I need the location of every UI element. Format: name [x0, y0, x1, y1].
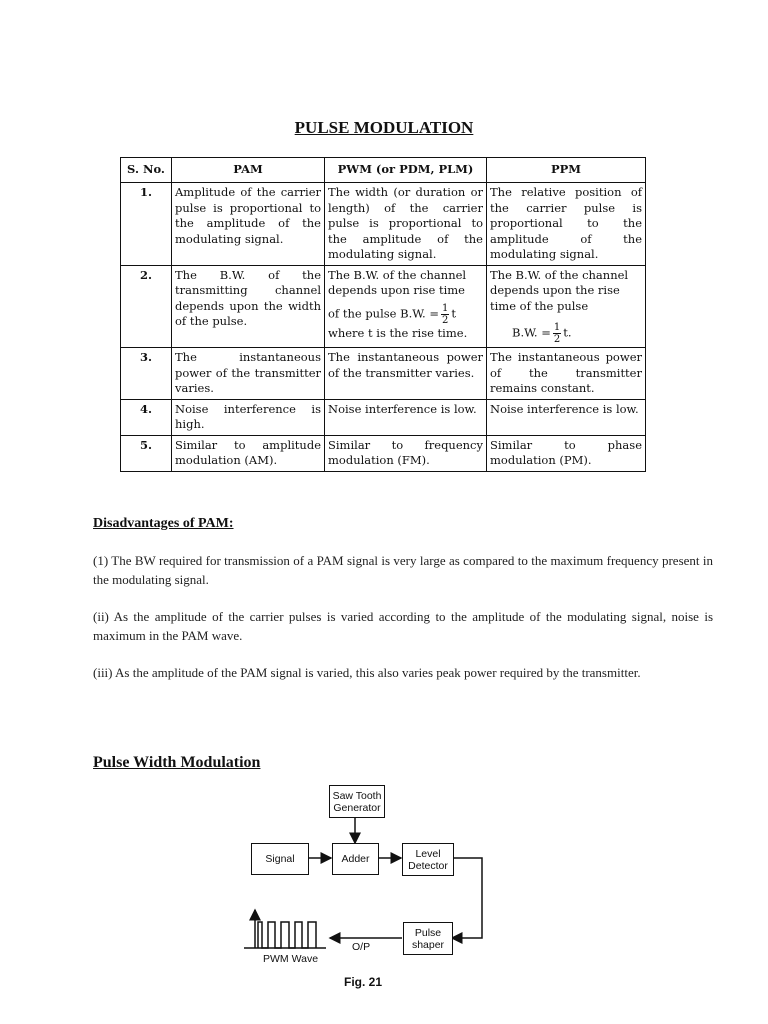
pulse-shaper-block: Pulse shaper: [403, 922, 453, 955]
figure-caption: Fig. 21: [344, 975, 383, 989]
cell-sno: 4.: [121, 399, 172, 435]
cell-pwm: The width (or duration or length) of the carrier pulse is proportional to the amplitude of the modulating signal.: [325, 183, 487, 266]
pwm-wave-label: PWM Wave: [263, 953, 319, 965]
pwm-bw-formula-text: of the pulse B.W. =: [328, 306, 439, 320]
cell-sno: 2.: [121, 265, 172, 348]
cell-ppm: The instantaneous power of the transmitter remains constant.: [487, 348, 646, 400]
saw-tooth-generator-block: Saw Tooth Generator: [329, 785, 385, 818]
cell-ppm: The relative position of the carrier pulse is proportional to the amplitude of the modulating signal.: [487, 183, 646, 266]
pwm-heading: Pulse Width Modulation: [93, 754, 261, 771]
cell-pam: Noise interference is high.: [172, 399, 325, 435]
disadvantage-point-2: (ii) As the amplitude of the carrier pulses is varied according to the amplitude of the modulating signal, noise is maximum in the PAM wave.: [93, 609, 713, 643]
signal-block: Signal: [251, 843, 309, 875]
disadvantage-point-1: (1) The BW required for transmission of a PAM signal is very large as compared to the maximum frequency present in the modulating signal.: [93, 553, 713, 587]
cell-ppm: Noise interference is low.: [487, 399, 646, 435]
page-title: PULSE MODULATION: [294, 118, 474, 137]
arrow-level-to-shaper: [452, 858, 482, 938]
pwm-bw-text: The B.W. of the channel depends upon rise time: [328, 267, 467, 297]
cell-pam: The instantaneous power of the transmitter varies.: [172, 348, 325, 400]
cell-pwm: Noise interference is low.: [325, 399, 487, 435]
formula-variable: t: [451, 306, 456, 320]
header-pam: PAM: [172, 158, 325, 183]
disadvantage-point-3: (iii) As the amplitude of the PAM signal is varied, this also varies peak power required by the transmitter.: [93, 665, 641, 680]
fraction-half: $\frac{1}{2}$: [442, 302, 449, 326]
cell-ppm: Similar to phase modulation (PM).: [487, 435, 646, 471]
output-label: O/P: [352, 941, 371, 953]
cell-sno: 1.: [121, 183, 172, 266]
adder-block: Adder: [332, 843, 379, 875]
cell-pam: The B.W. of the transmitting channel depends upon the width of the pulse.: [172, 265, 325, 348]
header-pwm: PWM (or PDM, PLM): [325, 158, 487, 183]
formula-variable: t.: [563, 325, 572, 340]
ppm-bw-formula-text: B.W. =: [512, 325, 551, 340]
ppm-bw-text: The B.W. of the channel depends upon the rise time of the pulse: [490, 267, 629, 313]
cell-pwm: The instantaneous power of the transmitter varies.: [325, 348, 487, 400]
level-detector-block: Level Detector: [402, 843, 454, 876]
pwm-waveform: [244, 910, 326, 948]
cell-pam: Amplitude of the carrier pulse is proportional to the amplitude of the modulating signal.: [172, 183, 325, 266]
fraction-half: $\frac{1}{2}$: [553, 322, 561, 345]
cell-pam: Similar to amplitude modulation (AM).: [172, 435, 325, 471]
header-ppm: PPM: [487, 158, 646, 183]
header-sno: S. No.: [121, 158, 172, 183]
cell-sno: 5.: [121, 435, 172, 471]
disadvantages-heading: Disadvantages of PAM:: [93, 516, 234, 531]
rise-time-note: where t is the rise time.: [328, 325, 468, 340]
cell-pwm: Similar to frequency modulation (FM).: [325, 435, 487, 471]
cell-sno: 3.: [121, 348, 172, 400]
